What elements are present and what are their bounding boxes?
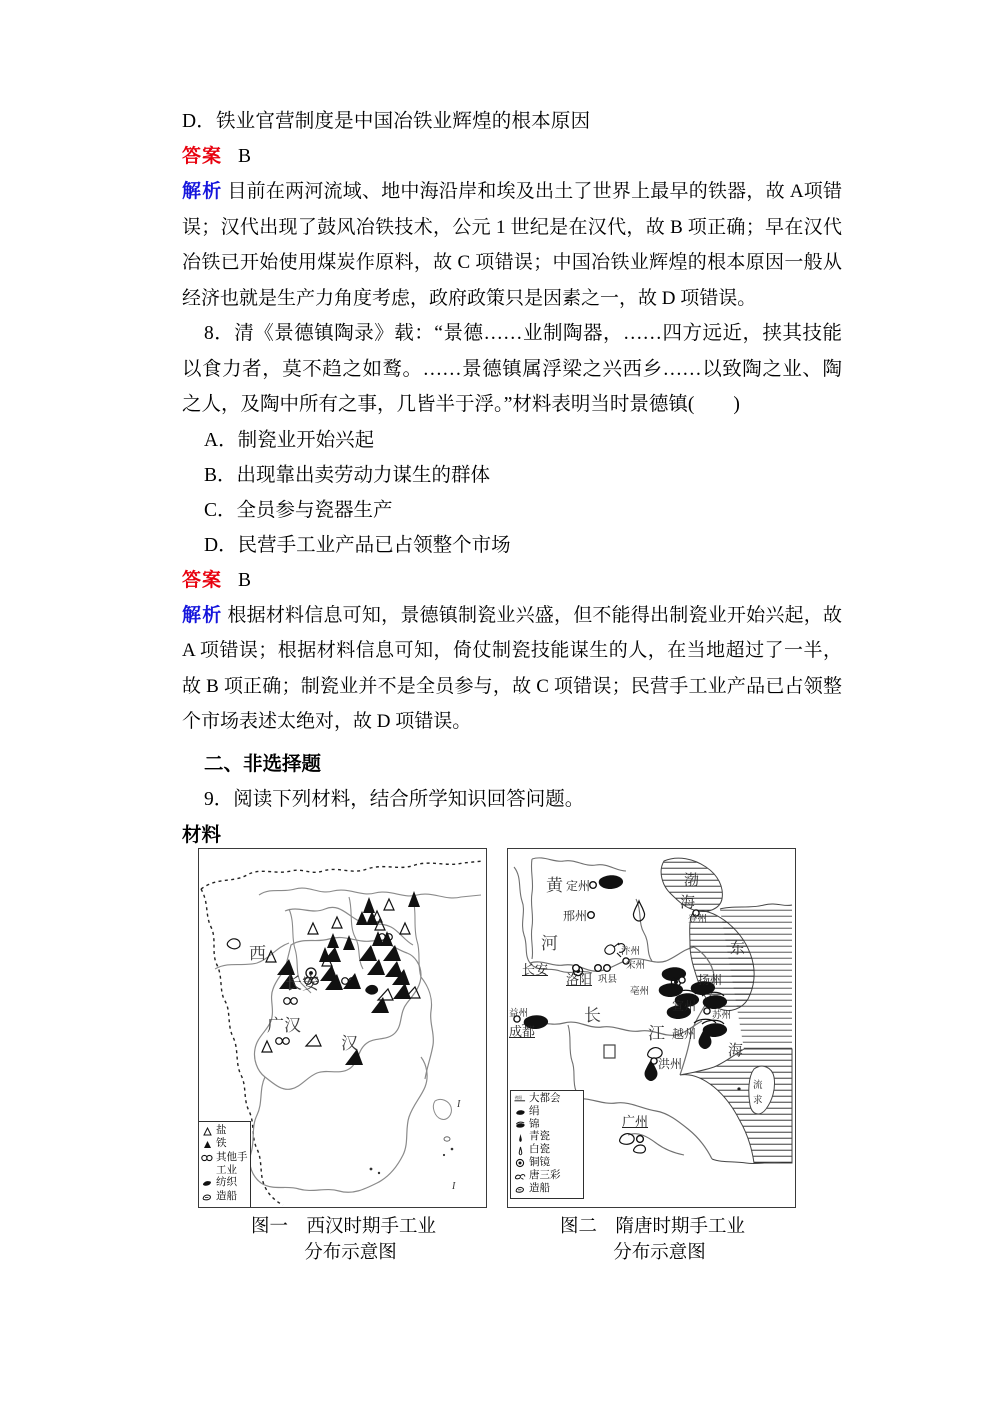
figure-1-legend <box>198 1121 251 1208</box>
legend-item-jin <box>514 1119 581 1131</box>
legend-label-juan: 绢 <box>529 1105 540 1117</box>
metropolis-icon <box>514 1094 526 1103</box>
silk-juan-icon <box>514 1108 526 1116</box>
q8-analysis <box>182 598 842 740</box>
figure-2-legend <box>510 1090 584 1199</box>
map2-label-bohai-1: 渤 <box>684 873 700 889</box>
map2-label-yuezhou: 越州 <box>672 1027 697 1041</box>
legend-item-shipbuilding-2 <box>514 1183 581 1195</box>
q7-analysis-tag: 解析 <box>182 181 223 202</box>
tang-sancai-icon <box>514 1172 526 1181</box>
map2-label-liu: 流 <box>753 1081 763 1091</box>
map2-label-bozhou: 亳州 <box>630 987 650 997</box>
boat-icon <box>201 1193 213 1201</box>
legend-label-textile: 纺织 <box>216 1177 237 1189</box>
legend-item-iron <box>201 1138 248 1150</box>
q8-stem-line-3: 及陶中所有之事，几皆半于浮。”材料表明当时景德镇( ) <box>240 394 740 415</box>
q7-analysis-line-4: 经济也就是生产力角度考虑，政府政策只是因素之一，故 D 项错误。 <box>182 287 757 309</box>
legend-item-juan <box>514 1106 581 1118</box>
figure-1-map <box>198 848 487 1208</box>
map2-label-huang: 黄 <box>546 876 563 895</box>
material-label: 材料 <box>182 824 222 846</box>
figure-1-caption-line2: 分布示意图 <box>304 1243 397 1263</box>
bronze-mirror-icon <box>514 1158 526 1168</box>
map2-label-xuanzhou: 宣州 <box>672 999 697 1013</box>
section-heading: 二、非选择题 <box>204 752 322 775</box>
legend-label-white-porcelain: 白瓷 <box>529 1144 550 1156</box>
q7-analysis-line-3: 代冶铁已开始使用煤炭作原料，故 C 项错误；中国冶铁业辉煌的根本原因一般从 <box>182 216 842 273</box>
legend-label-bronze-mirror: 铜镜 <box>529 1157 550 1169</box>
map2-label-qiu: 求 <box>753 1096 763 1106</box>
map2-label-dong: 东 <box>730 941 746 957</box>
legend-label-iron: 铁 <box>216 1138 227 1150</box>
map2-label-yizhou: 益州 <box>509 1009 529 1019</box>
double-circle-icon <box>201 1154 213 1162</box>
q7-analysis-line-2: 项错误；汉代出现了鼓风冶铁技术，公元 1 世纪是在汉代，故 B 项正确；早在汉 <box>182 181 842 238</box>
map2-label-luoyang: 洛阳 <box>566 972 593 987</box>
figures-block <box>198 848 798 1266</box>
q8-stem <box>182 316 842 423</box>
q7-answer-tag: 答案 <box>182 146 223 167</box>
legend-item-white-porcelain <box>514 1144 581 1156</box>
legend-label-shipbuilding: 造船 <box>216 1190 237 1202</box>
figure-1-caption-line1: 图一 西汉时期手工业 <box>250 1217 436 1237</box>
brocade-jin-icon <box>514 1120 526 1129</box>
map1-label-changan: 长安 <box>285 974 319 993</box>
q7-analysis <box>182 174 842 316</box>
legend-item-salt <box>201 1125 248 1137</box>
q8-option-d: D．民营手工业产品已占领整个市场 <box>204 534 511 556</box>
legend-item-shipbuilding <box>201 1191 248 1203</box>
legend-label-other-handicraft: 其他手 <box>216 1151 248 1163</box>
map2-label-gongxian: 巩县 <box>598 975 618 985</box>
celadon-icon <box>514 1133 526 1143</box>
q8-stem-line-1: 8．清《景德镇陶录》载：“景德……业制陶器，……四方远近，挟其技能 <box>204 323 842 344</box>
map2-label-xingzhou: 邢州 <box>563 909 588 923</box>
legend-label-celadon: 青瓷 <box>529 1131 550 1143</box>
legend-item-tang-sancai <box>514 1170 581 1182</box>
q8-analysis-line-3: 故 B 项正确；制瓷业并不是全员参与，故 C 项错误；民营手工业产品已占领整 <box>182 675 842 697</box>
triangle-outline-icon <box>201 1127 213 1136</box>
legend-item-metropolis <box>514 1093 581 1105</box>
legend-label-jin: 锦 <box>529 1118 540 1130</box>
svg-text:I: I <box>452 1181 456 1192</box>
q8-option-a: A．制瓷业开始兴起 <box>204 429 375 451</box>
map2-label-bohai-2: 海 <box>680 895 696 911</box>
legend-label-metropolis: 大都会 <box>529 1092 561 1104</box>
legend-item-celadon <box>514 1131 581 1143</box>
triangle-filled-icon <box>201 1140 213 1149</box>
legend-label-other-handicraft-cont: 工业 <box>216 1165 237 1177</box>
map2-label-dengzhou: 登州 <box>688 915 708 925</box>
map2-label-chang: 长 <box>584 1006 601 1025</box>
figure-2-caption <box>507 1214 798 1266</box>
q8-analysis-line-1: 根据材料信息可知，景德镇制瓷业兴盛，但不能得出制瓷业开始兴起， <box>227 604 823 626</box>
q8-analysis-tag: 解析 <box>182 604 223 626</box>
map2-label-changan: 长安 <box>522 962 549 977</box>
figure-1-caption <box>198 1214 489 1266</box>
q9-stem: 9．阅读下列材料，结合所学知识回答问题。 <box>204 788 585 810</box>
white-porcelain-icon <box>514 1146 526 1156</box>
q8-analysis-line-4: 个市场表述太绝对，故 D 项错误。 <box>182 711 472 732</box>
q7-analysis-line-1: 目前在两河流域、地中海沿岸和埃及出土了世界上最早的铁器，故 A <box>227 181 804 202</box>
legend-label-tang-sancai: 唐三彩 <box>529 1170 561 1182</box>
map2-label-hai: 海 <box>728 1043 744 1059</box>
legend-item-bronze-mirror <box>514 1157 581 1169</box>
figure-2-map <box>507 848 796 1208</box>
map2-label-hongzhou: 洪州 <box>658 1057 683 1071</box>
map2-label-he: 河 <box>541 934 558 953</box>
boat-icon <box>514 1185 526 1194</box>
map2-label-bianzhou: 汴州 <box>621 947 641 957</box>
figure-1 <box>198 848 489 1266</box>
figure-2 <box>507 848 798 1266</box>
q8-answer-row <box>182 563 842 598</box>
map2-label-guangzhou: 广州 <box>622 1114 649 1129</box>
svg-text:省阳: 省阳 <box>514 1096 523 1101</box>
q7-answer-value: B <box>238 146 252 167</box>
legend-label-shipbuilding-2: 造船 <box>529 1183 550 1195</box>
q8-option-c: C．全员参与瓷器生产 <box>204 499 393 521</box>
map1-label-guanghan: 广汉 <box>267 1016 301 1035</box>
map2-label-jiang: 江 <box>648 1024 665 1043</box>
map1-label-xi: 西 <box>249 944 266 963</box>
shuttle-icon <box>201 1179 213 1187</box>
q7-answer-row <box>182 139 842 174</box>
exam-content <box>182 104 842 853</box>
figure-2-caption-line2: 分布示意图 <box>613 1243 706 1263</box>
legend-item-other-handicraft <box>201 1152 248 1164</box>
q7-option-d: D．铁业官营制度是中国冶铁业辉煌的根本原因 <box>182 111 591 132</box>
map1-label-han: 汉 <box>341 1034 358 1053</box>
q8-stem-line-2: 以食力者，莫不趋之如鹜。……景德镇属浮梁之兴西乡……以致陶之业、陶之人， <box>182 358 842 415</box>
q8-answer-tag: 答案 <box>182 569 223 591</box>
map2-label-yangzhou: 扬州 <box>698 973 723 987</box>
q8-answer-value: B <box>238 569 252 591</box>
map2-label-chengdu: 成都 <box>509 1024 536 1039</box>
q8-analysis-line-2: 故 A 项错误；根据材料信息可知，倚仗制瓷技能谋生的人，在当地超过了一半， <box>182 604 842 661</box>
svg-text:I: I <box>457 1099 461 1110</box>
map2-label-dingzhou: 定州 <box>566 879 591 893</box>
figure-2-caption-line1: 图二 隋唐时期手工业 <box>559 1217 745 1237</box>
map2-label-suzhou: 苏州 <box>712 1011 732 1021</box>
q8-option-b: B．出现靠出卖劳动力谋生的群体 <box>204 464 491 486</box>
legend-item-textile <box>201 1177 248 1189</box>
map2-label-songzhou: 宋州 <box>626 961 646 971</box>
legend-label-salt: 盐 <box>216 1124 227 1136</box>
